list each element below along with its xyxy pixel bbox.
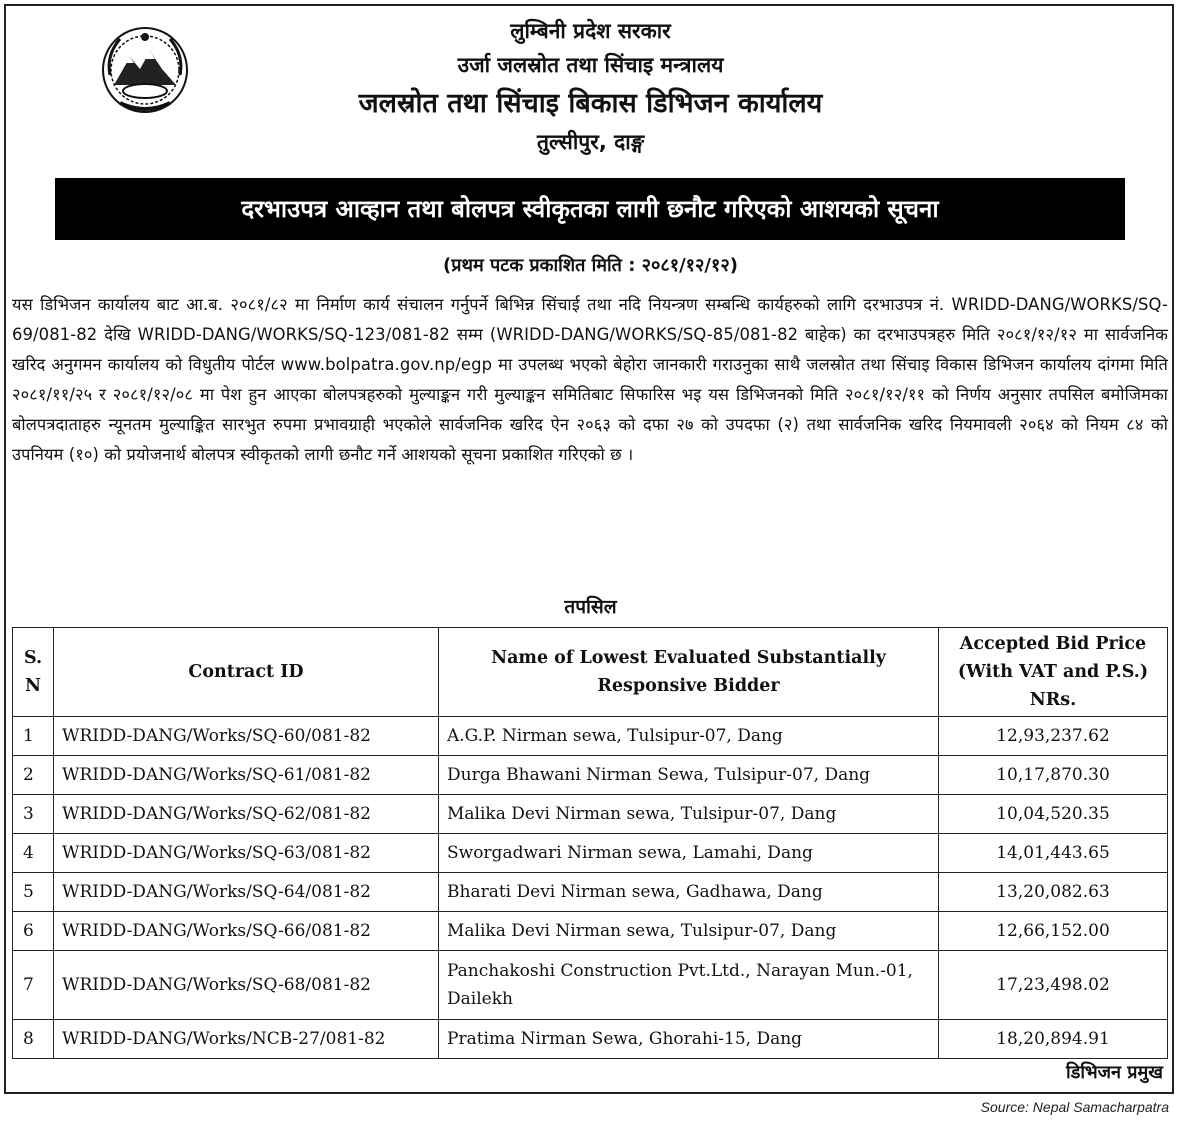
row-price: 17,23,498.02	[939, 951, 1168, 1020]
office-name: जलस्रोत तथा सिंचाइ बिकास डिभिजन कार्यालय	[358, 88, 823, 119]
row-price: 14,01,443.65	[939, 834, 1168, 873]
row-contract-id: WRIDD-DANG/Works/SQ-64/081-82	[54, 873, 439, 912]
table-row	[13, 912, 1168, 951]
table-row	[13, 717, 1168, 756]
row-bidder: A.G.P. Nirman sewa, Tulsipur-07, Dang	[439, 717, 939, 756]
row-sn: 3	[13, 795, 54, 834]
office-location: तुल्सीपुर, दाङ्ग	[536, 130, 645, 154]
row-bidder: Pratima Nirman Sewa, Ghorahi-15, Dang	[439, 1020, 939, 1059]
bid-table	[12, 627, 1168, 1059]
table-row	[13, 951, 1168, 1020]
row-contract-id: WRIDD-DANG/Works/SQ-62/081-82	[54, 795, 439, 834]
header-price: Accepted Bid Price (With VAT and P.S.) NRs.	[939, 628, 1168, 717]
row-contract-id: WRIDD-DANG/Works/SQ-66/081-82	[54, 912, 439, 951]
row-price: 18,20,894.91	[939, 1020, 1168, 1059]
table-row	[13, 1020, 1168, 1059]
row-sn: 8	[13, 1020, 54, 1059]
row-sn: 5	[13, 873, 54, 912]
header-contract-id: Contract ID	[54, 628, 439, 717]
table-row	[13, 834, 1168, 873]
row-price: 10,17,870.30	[939, 756, 1168, 795]
row-sn: 1	[13, 717, 54, 756]
table-header-row	[13, 628, 1168, 717]
notice-body: यस डिभिजन कार्यालय बाट आ.ब. २०८१/८२ मा निर्माण कार्य संचालन गर्नुपर्ने बिभिन्न सिंचाई तथा नदि नियन्त्रण सम्बन्धि कार्यहरुको लागि दरभाउपत्र नं. WRIDD-DANG/WORKS/SQ-69/081-82 देखि WRIDD-DANG/WORKS/SQ-123/081-82 सम्म (WRIDD-DANG/WORKS/SQ-85/081-82 बाहेक) का दरभाउपत्रहरु मिति २०८१/१२/१२ मा सार्वजनिक खरिद अनुगमन कार्यालय को विधुतीय पोर्टल www.bolpatra.gov.np/egp मा उपलब्ध भएको बेहोरा जानकारी गराउनुका साथै जलस्रोत तथा सिंचाइ विकास डिभिजन कार्यालय दांगमा मिति २०८१/११/२५ र २०८१/१२/०८ मा पेश हुन आएका बोलपत्रहरुको मुल्याङ्कन गरी मुल्याङ्कन समितिबाट सिफारिस भइ यस डिभिजनको मिति २०८१/१२/११ को निर्णय अनुसार तपसिल बमोजिमका बोलपत्रदाताहरु न्यूनतम मुल्याङ्कित सारभुत रुपमा प्रभावग्राही भएकोले सार्वजनिक खरिद ऐन २०६३ को दफा २७ को उपदफा (२) तथा सार्वजनिक खरिद नियमावली २०६४ को नियम ८४ को उपनियम (१०) को प्रयोजनार्थ बोलपत्र स्वीकृतको लागी छनौट गर्ने आशयको सूचना प्रकाशित गरिएको छ ।	[12, 295, 1168, 464]
row-price: 12,93,237.62	[939, 717, 1168, 756]
row-contract-id: WRIDD-DANG/Works/SQ-60/081-82	[54, 717, 439, 756]
row-sn: 6	[13, 912, 54, 951]
province-government: लुम्बिनी प्रदेश सरकार	[510, 19, 671, 43]
row-bidder: Durga Bhawani Nirman Sewa, Tulsipur-07, Dang	[439, 756, 939, 795]
notice-title: दरभाउपत्र आव्हान तथा बोलपत्र स्वीकृतका लागी छनौट गरिएको आशयको सूचना	[55, 178, 1125, 240]
table-row	[13, 795, 1168, 834]
details-heading: तपसिल	[564, 596, 617, 618]
header-sn: S. N	[13, 628, 54, 717]
row-bidder: Panchakoshi Construction Pvt.Ltd., Narayan Mun.-01, Dailekh	[439, 951, 939, 1020]
office-header	[0, 14, 1181, 158]
row-sn: 2	[13, 756, 54, 795]
row-bidder: Sworgadwari Nirman sewa, Lamahi, Dang	[439, 834, 939, 873]
row-contract-id: WRIDD-DANG/Works/SQ-61/081-82	[54, 756, 439, 795]
row-contract-id: WRIDD-DANG/Works/SQ-63/081-82	[54, 834, 439, 873]
row-sn: 7	[13, 951, 54, 1020]
signature-division-chief: डिभिजन प्रमुख	[1066, 1062, 1163, 1083]
row-sn: 4	[13, 834, 54, 873]
row-price: 13,20,082.63	[939, 873, 1168, 912]
row-contract-id: WRIDD-DANG/Works/SQ-68/081-82	[54, 951, 439, 1020]
table-row	[13, 756, 1168, 795]
ministry-name: उर्जा जलस्रोत तथा सिंचाइ मन्त्रालय	[457, 53, 724, 77]
row-bidder: Malika Devi Nirman sewa, Tulsipur-07, Dang	[439, 912, 939, 951]
row-contract-id: WRIDD-DANG/Works/NCB-27/081-82	[54, 1020, 439, 1059]
row-bidder: Malika Devi Nirman sewa, Tulsipur-07, Dang	[439, 795, 939, 834]
source-credit: Source: Nepal Samacharpatra	[980, 1099, 1169, 1115]
publication-date: (प्रथम पटक प्रकाशित मिति : २०८१/१२/१२)	[443, 255, 738, 276]
header-bidder: Name of Lowest Evaluated Substantially Responsive Bidder	[439, 628, 939, 717]
row-price: 10,04,520.35	[939, 795, 1168, 834]
row-bidder: Bharati Devi Nirman sewa, Gadhawa, Dang	[439, 873, 939, 912]
row-price: 12,66,152.00	[939, 912, 1168, 951]
table-row	[13, 873, 1168, 912]
